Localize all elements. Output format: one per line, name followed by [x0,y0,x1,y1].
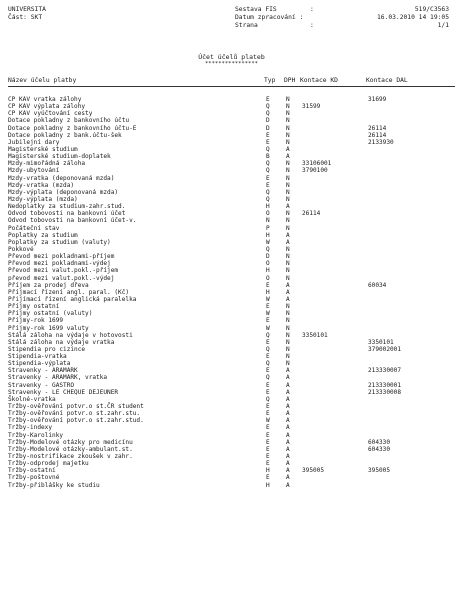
cell-typ: Q [266,245,270,253]
cell-name: Mzdy-vratka (mzda) [8,181,75,189]
table-row [0,310,463,317]
table-row [0,424,463,431]
cell-name: Dotace pokladny z bankovního účtu [8,117,130,125]
cell-name: Jubilejní dary [8,138,60,146]
table-row [0,482,463,489]
cell-dph: A [286,481,290,489]
title-underline: **************** [205,61,258,67]
cell-typ: E [266,445,270,453]
cell-typ: E [266,303,270,311]
cell-dph: N [286,174,290,182]
table-row [0,125,463,132]
cell-typ: E [266,424,270,432]
cell-name: Příjmy-rok 1699 valuty [8,324,89,332]
cell-dph: N [286,110,290,118]
cell-typ: E [266,367,270,375]
org-name: UNIVERSITA [8,6,46,13]
cell-name: Příjem za prodej dřeva [8,281,89,289]
table-row [0,217,463,224]
cell-dph: N [286,267,290,275]
cell-dal: 2133930 [368,138,394,146]
cell-dph: N [286,324,290,332]
cell-name: Tržby-ověřování potvr.o st.zahr.stu. [8,410,141,418]
table-row [0,325,463,332]
cell-dph: N [286,188,290,196]
cell-dal: 395005 [368,467,391,475]
table-row [0,467,463,474]
cell-name: Stravenky - ARAMARK [8,367,78,375]
cell-name: Příjmací řízení angl. paral. (Kč) [8,288,130,296]
cell-name: Magisterské studium-doplatek [8,153,111,161]
cell-name: Školné-vratka [8,395,56,403]
cell-typ: W [266,417,270,425]
cell-dph: N [286,117,290,125]
cell-name: Dotace pokladny z bankovního účtu-E [8,124,137,132]
cell-dph: A [286,460,290,468]
cell-typ: H [266,467,270,475]
col-header-dph: DPH [284,77,296,84]
cell-typ: H [266,481,270,489]
cell-dph: N [286,195,290,203]
table-row [0,175,463,182]
document-title: Účet účelů plateb [198,53,265,61]
cell-typ: O [266,210,270,218]
cell-kd: 26114 [302,210,321,218]
cell-name: CP KAV výplata zálohy [8,103,86,111]
cell-dph: A [286,203,290,211]
cell-name: Stálá záloha na výdaje vratka [8,338,115,346]
cell-dph: N [286,124,290,132]
cell-dph: A [286,431,290,439]
cell-name: Tržby-přiblášky ke studiu [8,481,100,489]
cell-dph: A [286,367,290,375]
table-row [0,474,463,481]
table-row [0,225,463,232]
report-label: Sestava FIS [235,6,277,13]
col-header-kd: Kontace KD [300,77,338,84]
page-sep: : [310,22,314,29]
table-row [0,439,463,446]
cell-dph: N [286,310,290,318]
cell-kd: 3790100 [302,167,328,175]
cell-typ: Q [266,345,270,353]
cell-typ: Q [266,103,270,111]
processed-value: 16.03.2010 14 19:05 [376,14,449,21]
cell-dph: A [286,474,290,482]
cell-typ: E [266,403,270,411]
table-row [0,446,463,453]
cell-dph: N [286,253,290,261]
cell-name: Mzdy-výplata (deponovaná mzda) [8,188,119,196]
cell-typ: E [266,388,270,396]
cell-name: CP KAV vratka zálohy [8,96,82,103]
cell-typ: D [266,253,270,261]
table-row [0,346,463,353]
cell-name: Převod mezi valut.pokl.-příjem [8,267,119,275]
cell-dal: 26114 [368,124,387,132]
cell-dph: A [286,388,290,396]
cell-kd: 3350101 [302,331,328,339]
table-row [0,167,463,174]
cell-typ: H [266,203,270,211]
cell-dph: N [286,245,290,253]
cell-name: Stipendia-výplata [8,360,71,368]
table-row [0,432,463,439]
cell-typ: O [266,260,270,268]
cell-dal: 213330001 [368,381,402,389]
table-row [0,275,463,282]
cell-name: Tržby-ostatní [8,467,56,475]
cell-dph: A [286,467,290,475]
cell-typ: E [266,453,270,461]
cell-name: Stipendia pro cizince [8,345,86,353]
cell-dph: N [286,317,290,325]
cell-typ: Q [266,331,270,339]
cell-name: Příjmy ostatní (valuty) [8,310,93,318]
cell-typ: W [266,295,270,303]
page-label: Strana [235,22,258,29]
cell-typ: E [266,381,270,389]
cell-name: Stravenky - ARAMARK, vratka [8,374,108,382]
cell-dph: A [286,403,290,411]
table-row [0,282,463,289]
table-row [0,374,463,381]
cell-dal: 213330008 [368,388,402,396]
cell-kd: 31599 [302,103,321,111]
cell-name: Mzdy-ubytování [8,167,60,175]
cell-typ: Q [266,110,270,118]
cell-name: Mzdy-vratka (deponovaná mzda) [8,174,115,182]
cell-typ: E [266,96,270,103]
cell-dph: A [286,410,290,418]
cell-dph: A [286,374,290,382]
table-row [0,367,463,374]
cell-name: Tržby-nostrifikace zkoušek v zahr. [8,453,133,461]
cell-dph: A [286,238,290,246]
cell-name: Dotace pokladny z bank.účtu-šek [8,131,122,139]
cell-dal: 379002001 [368,345,402,353]
cell-typ: E [266,181,270,189]
table-row [0,417,463,424]
cell-dph: A [286,153,290,161]
cell-name: Mzdy-výplata (mzda) [8,195,78,203]
cell-typ: E [266,431,270,439]
cell-typ: E [266,474,270,482]
purpose-table [0,96,463,489]
cell-typ: E [266,317,270,325]
table-row [0,360,463,367]
cell-name: Stálá záloha na výdaje v hotovosti [8,331,133,339]
cell-name: Poplatky za studium [8,231,78,239]
table-row [0,382,463,389]
cell-typ: Q [266,160,270,168]
cell-typ: O [266,274,270,282]
cell-name: Odvod tobovosti na bankovní účet-v. [8,217,137,225]
cell-typ: W [266,324,270,332]
cell-dph: A [286,438,290,446]
table-row [0,460,463,467]
table-row [0,139,463,146]
cell-dph: A [286,288,290,296]
cell-typ: E [266,174,270,182]
cell-name: Tržby-indexy [8,424,53,432]
cell-name: Tržby-ověřování potvr.o st.ČR student [8,403,144,411]
processed-label: Datum zpracování : [235,14,304,21]
cell-dph: N [286,181,290,189]
cell-kd: 33106001 [302,160,332,168]
cell-dph: A [286,231,290,239]
table-row [0,389,463,396]
table-row [0,239,463,246]
table-row [0,396,463,403]
cell-dal: 31699 [368,96,387,103]
cell-dph: N [286,217,290,225]
cell-dph: A [286,381,290,389]
cell-typ: Q [266,145,270,153]
cell-name: Tržby-Karolinky [8,431,64,439]
cell-typ: P [266,224,270,232]
cell-dph: A [286,445,290,453]
report-id: 519/C3563 [414,6,449,13]
cell-dph: N [286,167,290,175]
cell-name: Tržby-Modelové otázky pro medicínu [8,438,133,446]
cell-typ: B [266,153,270,161]
cell-name: převod mezi valut.pokl.-výdej [8,274,115,282]
table-row [0,317,463,324]
cell-name: Tržby-poštovné [8,474,60,482]
table-row [0,196,463,203]
cell-typ: E [266,281,270,289]
header-rule [8,86,455,87]
col-header-typ: Typ [264,77,276,84]
cell-typ: E [266,460,270,468]
cell-dal: 26114 [368,131,387,139]
table-row [0,189,463,196]
cell-typ: Q [266,195,270,203]
cell-typ: E [266,410,270,418]
cell-dph: N [286,224,290,232]
cell-dal: 3350101 [368,338,394,346]
cell-dph: A [286,453,290,461]
cell-typ: W [266,238,270,246]
cell-dph: N [286,338,290,346]
cell-dal: 604330 [368,445,391,453]
cell-dph: A [286,417,290,425]
cell-name: Přijímací řízení anglická paralelka [8,295,137,303]
cell-typ: Q [266,188,270,196]
cell-dph: A [286,281,290,289]
table-row [0,117,463,124]
cell-typ: E [266,138,270,146]
cell-name: Příjmy-rok 1699 [8,317,64,325]
table-row [0,267,463,274]
cell-name: Odvod tobovosti na bankovní účet [8,210,126,218]
cell-dph: A [286,145,290,153]
cell-typ: H [266,267,270,275]
cell-kd: 395005 [302,467,325,475]
cell-dph: N [286,274,290,282]
cell-dal: 213330007 [368,367,402,375]
cell-typ: D [266,117,270,125]
table-row [0,332,463,339]
cell-dph: A [286,424,290,432]
cell-name: Magisterské studium [8,145,78,153]
cell-name: Počáteční stav [8,224,60,232]
cell-dph: N [286,160,290,168]
cell-dph: N [286,360,290,368]
cell-typ: E [266,353,270,361]
cell-dph: N [286,331,290,339]
cell-dph: N [286,210,290,218]
cell-name: Tržby-ověřování potvr.o st.zahr.stud. [8,417,144,425]
cell-name: Převod mezi pokladnami-příjem [8,253,115,261]
table-row [0,339,463,346]
cell-name: CP KAV vyúčtování cesty [8,110,93,118]
part-label: Část: SKT [8,14,43,21]
cell-dph: N [286,103,290,111]
cell-dph: A [286,395,290,403]
table-row [0,296,463,303]
cell-name: Stipendia-vratka [8,353,67,361]
cell-name: Tržby-Modelové otázky-ambulant.st. [8,445,133,453]
table-row [0,232,463,239]
cell-typ: N [266,217,270,225]
cell-dal: 604330 [368,438,391,446]
cell-typ: Q [266,360,270,368]
cell-dph: N [286,303,290,311]
table-row [0,182,463,189]
cell-name: Příjmy ostatní [8,303,60,311]
page-value: 1/1 [437,22,449,29]
cell-typ: H [266,231,270,239]
col-header-dal: Kontace DAL [366,77,408,84]
cell-dph: A [286,295,290,303]
cell-typ: W [266,310,270,318]
cell-dph: N [286,138,290,146]
cell-name: Nedoplatky za studium-zahr.stud. [8,203,126,211]
cell-dph: N [286,96,290,103]
cell-typ: E [266,131,270,139]
cell-name: Mzdy-mimořádná záloha [8,160,86,168]
cell-typ: Q [266,167,270,175]
table-row [0,289,463,296]
table-row [0,160,463,167]
col-header-name: Název účelu platby [8,77,77,84]
cell-dph: N [286,260,290,268]
table-row [0,132,463,139]
cell-typ: Q [266,395,270,403]
cell-name: Poplatky za studium (valuty) [8,238,111,246]
cell-dph: N [286,353,290,361]
cell-name: Stravenky - LE CHEQUE DEJEUNER [8,388,119,396]
cell-dph: N [286,345,290,353]
cell-typ: E [266,438,270,446]
cell-typ: E [266,338,270,346]
cell-dph: N [286,131,290,139]
report-sep: : [310,6,314,13]
cell-name: Tržby-odprodej majetku [8,460,89,468]
cell-typ: D [266,124,270,132]
cell-name: Převod mezi pokladnami-výdej [8,260,111,268]
cell-name: Pokkové [8,245,34,253]
cell-typ: Q [266,374,270,382]
cell-typ: H [266,288,270,296]
cell-name: Stravenky - GASTRO [8,381,75,389]
cell-dal: 60034 [368,281,387,289]
